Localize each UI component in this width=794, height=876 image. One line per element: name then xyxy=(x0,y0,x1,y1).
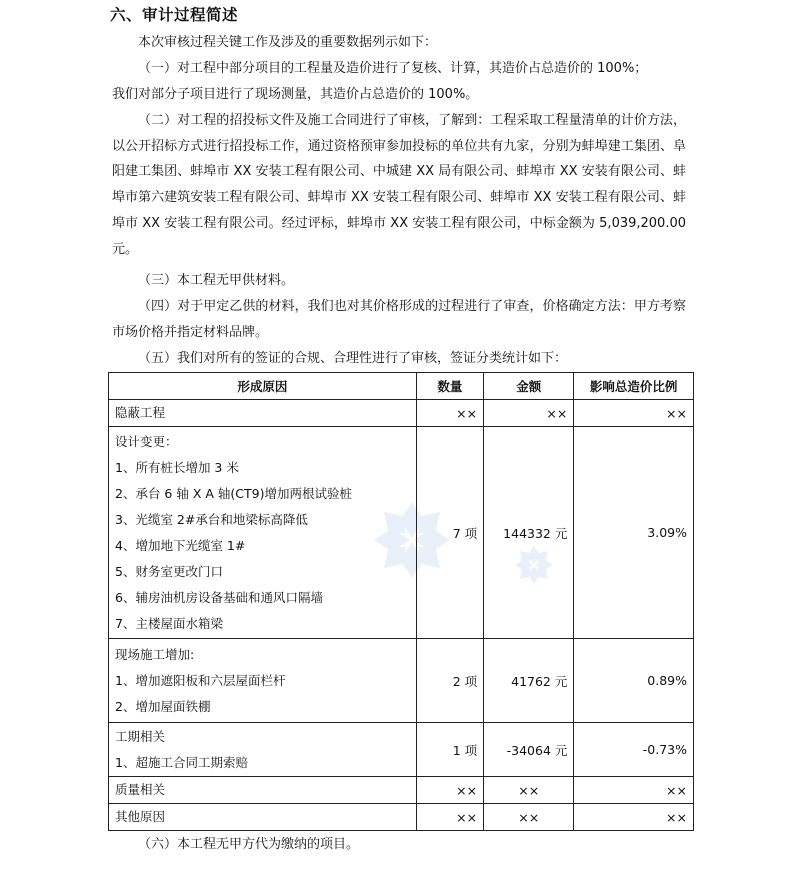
reason-line: 质量相关 xyxy=(115,782,166,797)
reason-cell xyxy=(109,723,417,777)
reason-line: 1、所有桩长增加 3 米 xyxy=(115,459,239,475)
reason-line: 4、增加地下光缆室 1# xyxy=(115,537,246,553)
section-title: 六、审计过程简述 xyxy=(110,6,239,24)
reason-cell xyxy=(109,777,417,804)
reason-line: 6、辅房油机房设备基础和通风口隔墙 xyxy=(115,589,323,605)
paragraph-2: （二）对工程的招投标文件及施工合同进行了审核，了解到：工程采取工程量清单的计价方法，以公开招标方式进行招投标工作，通过资格预审参加投标的单位共有九家，分别为蚌埠建工集团、阜阳建工集团、蚌埠市 XX 安装工程有限公司、中城建 XX 局有限公司、蚌埠市 XX 安装有限公司、蚌埠市第六建筑安装工程有限公司、蚌埠市 XX 安装工程有限公司、蚌埠市 XX 安装工程有限公司、蚌埠市 XX 安装工程有限公司。经过评标，蚌埠市 XX 安装工程有限公司，中标金额为 5,039,200.00 元。 xyxy=(112,113,686,257)
ratio-cell: -0.73% xyxy=(574,723,694,777)
header-quantity: 数量 xyxy=(416,373,483,400)
ratio-cell: ×× xyxy=(574,777,694,804)
amount-cell: ×× xyxy=(484,400,574,427)
reason-line: 其他原因 xyxy=(115,809,166,824)
reason-line: 2、承台 6 轴 X A 轴(CT9)增加两根试验桩 xyxy=(115,485,352,501)
amount-cell: ×× xyxy=(484,804,574,831)
quantity-cell: 1 项 xyxy=(416,723,483,777)
header-amount: 金额 xyxy=(484,373,574,400)
table-row xyxy=(109,804,694,831)
reason-line: 2、增加屋面铁棚 xyxy=(115,698,211,714)
reason-cell xyxy=(109,804,417,831)
table-row xyxy=(109,723,694,777)
ratio-cell: ×× xyxy=(574,400,694,427)
header-ratio: 影响总造价比例 xyxy=(574,373,694,400)
reason-line: 1、增加遮阳板和六层屋面栏杆 xyxy=(115,672,286,688)
reason-line: 工期相关 xyxy=(115,728,166,744)
table-row xyxy=(109,400,694,427)
reason-line: 1、超施工合同工期索赔 xyxy=(115,754,248,770)
quantity-cell: ×× xyxy=(416,777,483,804)
paragraph-4: （四）对于甲定乙供的材料，我们也对其价格形成的过程进行了审查，价格确定方法：甲方考察市场价格并指定材料品牌。 xyxy=(112,299,686,340)
table-row xyxy=(109,777,694,804)
paragraph-6: （六）本工程无甲方代为缴纳的项目。 xyxy=(138,837,360,852)
paragraph-1-line-1: （一）对工程中部分项目的工程量及造价进行了复核、计算，其造价占总造价的 100%； xyxy=(138,61,648,76)
ratio-cell: 3.09% xyxy=(574,427,694,639)
amount-cell: 144332 元 xyxy=(484,427,574,639)
reason-line: 隐蔽工程 xyxy=(115,405,166,420)
table-header-row xyxy=(109,373,694,400)
reason-line: 现场施工增加: xyxy=(115,646,195,662)
table-row xyxy=(109,427,694,639)
intro-paragraph: 本次审核过程关键工作及涉及的重要数据列示如下： xyxy=(138,35,438,50)
quantity-cell: ×× xyxy=(416,804,483,831)
paragraph-1-line-2: 我们对部分子项目进行了现场测量，其造价占总造价的 100%。 xyxy=(112,87,479,102)
amount-cell: 41762 元 xyxy=(484,639,574,723)
quantity-cell: ×× xyxy=(416,400,483,427)
paragraph-3: （三）本工程无甲供材料。 xyxy=(138,273,295,288)
reason-cell xyxy=(109,427,417,639)
reason-line: 5、财务室更改门口 xyxy=(115,563,223,579)
quantity-cell: 2 项 xyxy=(416,639,483,723)
ratio-cell: 0.89% xyxy=(574,639,694,723)
reason-cell xyxy=(109,400,417,427)
amount-cell: -34064 元 xyxy=(484,723,574,777)
ratio-cell: ×× xyxy=(574,804,694,831)
reason-cell xyxy=(109,639,417,723)
paragraph-5: （五）我们对所有的签证的合规、合理性进行了审核，签证分类统计如下： xyxy=(138,351,568,366)
reason-line: 设计变更： xyxy=(115,433,178,449)
table-row xyxy=(109,639,694,723)
reason-line: 3、光缆室 2#承台和地梁标高降低 xyxy=(115,511,308,527)
header-reason: 形成原因 xyxy=(109,373,417,400)
visa-statistics-table xyxy=(108,372,694,831)
reason-line: 7、主楼屋面水箱梁 xyxy=(115,615,223,631)
amount-cell: ×× xyxy=(484,777,574,804)
quantity-cell: 7 项 xyxy=(416,427,483,639)
